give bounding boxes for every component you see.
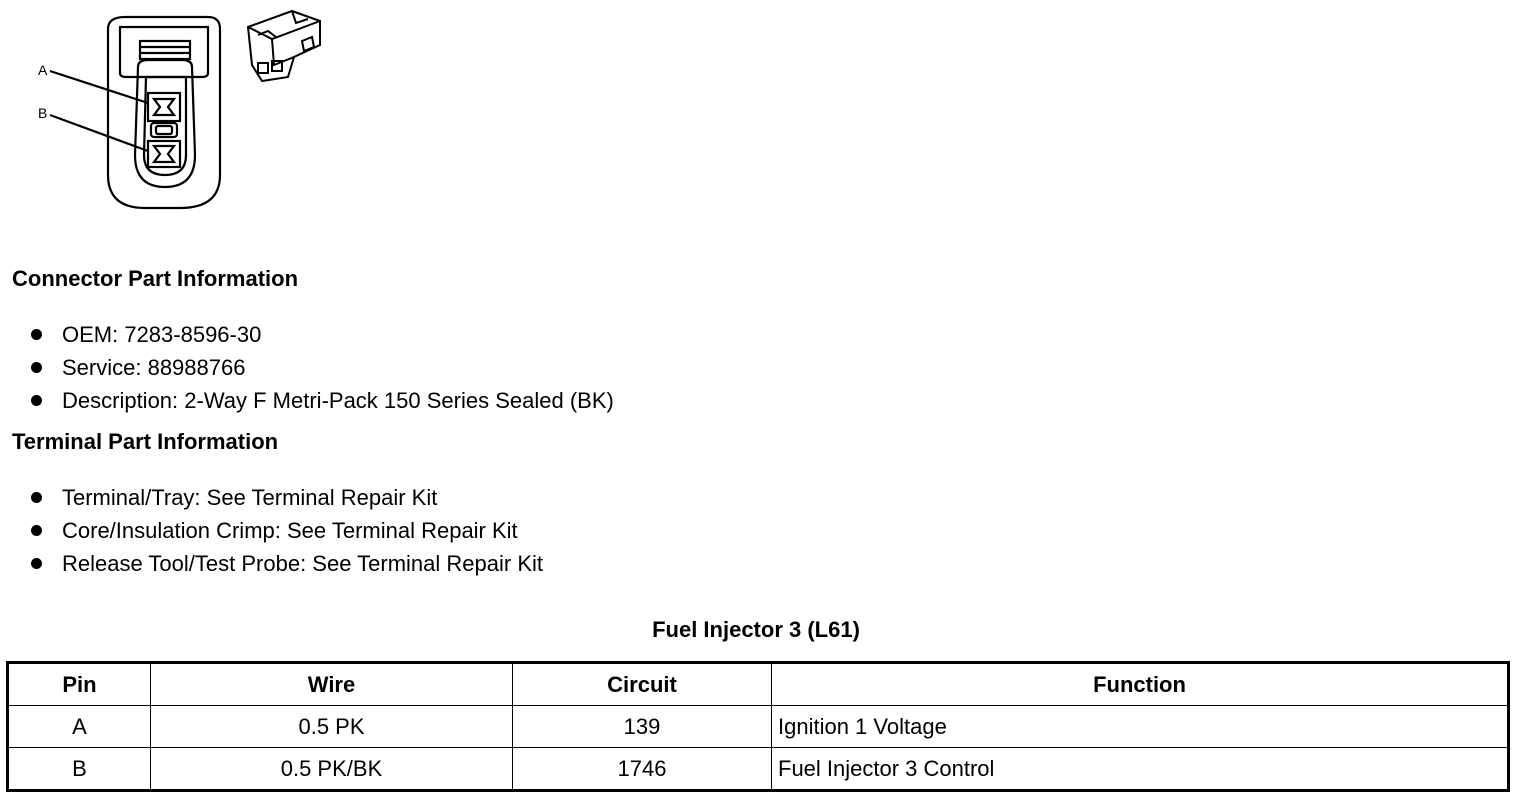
cell-pin: B — [8, 748, 151, 791]
pin-table — [6, 661, 1510, 792]
description-text: Description: 2-Way F Metri-Pack 150 Series Sealed (BK) — [62, 388, 614, 413]
bullet-icon — [31, 525, 42, 536]
connector-info-heading: Connector Part Information — [12, 266, 299, 291]
release-tool-text: Release Tool/Test Probe: See Terminal Repair Kit — [62, 551, 543, 576]
list-item — [30, 318, 614, 351]
bullet-icon — [31, 558, 42, 569]
cell-circuit: 139 — [513, 706, 772, 748]
list-item — [30, 351, 614, 384]
header-function: Function — [772, 663, 1509, 706]
bullet-icon — [31, 492, 42, 503]
crimp-text: Core/Insulation Crimp: See Terminal Repair Kit — [62, 518, 518, 543]
table-caption: Fuel Injector 3 (L61) — [652, 617, 860, 642]
oem-text: OEM: 7283-8596-30 — [62, 322, 262, 347]
cell-circuit: 1746 — [513, 748, 772, 791]
cell-function: Ignition 1 Voltage — [772, 706, 1509, 748]
list-item — [30, 481, 543, 514]
cell-function: Fuel Injector 3 Control — [772, 748, 1509, 791]
table-row — [8, 706, 1509, 748]
header-wire: Wire — [151, 663, 513, 706]
bullet-icon — [31, 329, 42, 340]
list-item — [30, 547, 543, 580]
cell-wire: 0.5 PK — [151, 706, 513, 748]
list-item — [30, 514, 543, 547]
table-header-row — [8, 663, 1509, 706]
cell-wire: 0.5 PK/BK — [151, 748, 513, 791]
header-circuit: Circuit — [513, 663, 772, 706]
service-text: Service: 88988766 — [62, 355, 246, 380]
callout-b: B — [38, 105, 48, 121]
bullet-icon — [31, 362, 42, 373]
bullet-icon — [31, 395, 42, 406]
terminal-tray-text: Terminal/Tray: See Terminal Repair Kit — [62, 485, 438, 510]
list-item — [30, 384, 614, 417]
connector-info-list — [30, 318, 614, 417]
callout-a: A — [38, 62, 48, 78]
cell-pin: A — [8, 706, 151, 748]
connector-diagram — [30, 5, 350, 220]
terminal-info-heading: Terminal Part Information — [12, 429, 279, 454]
table-row — [8, 748, 1509, 791]
header-pin: Pin — [8, 663, 151, 706]
terminal-info-list — [30, 481, 543, 580]
